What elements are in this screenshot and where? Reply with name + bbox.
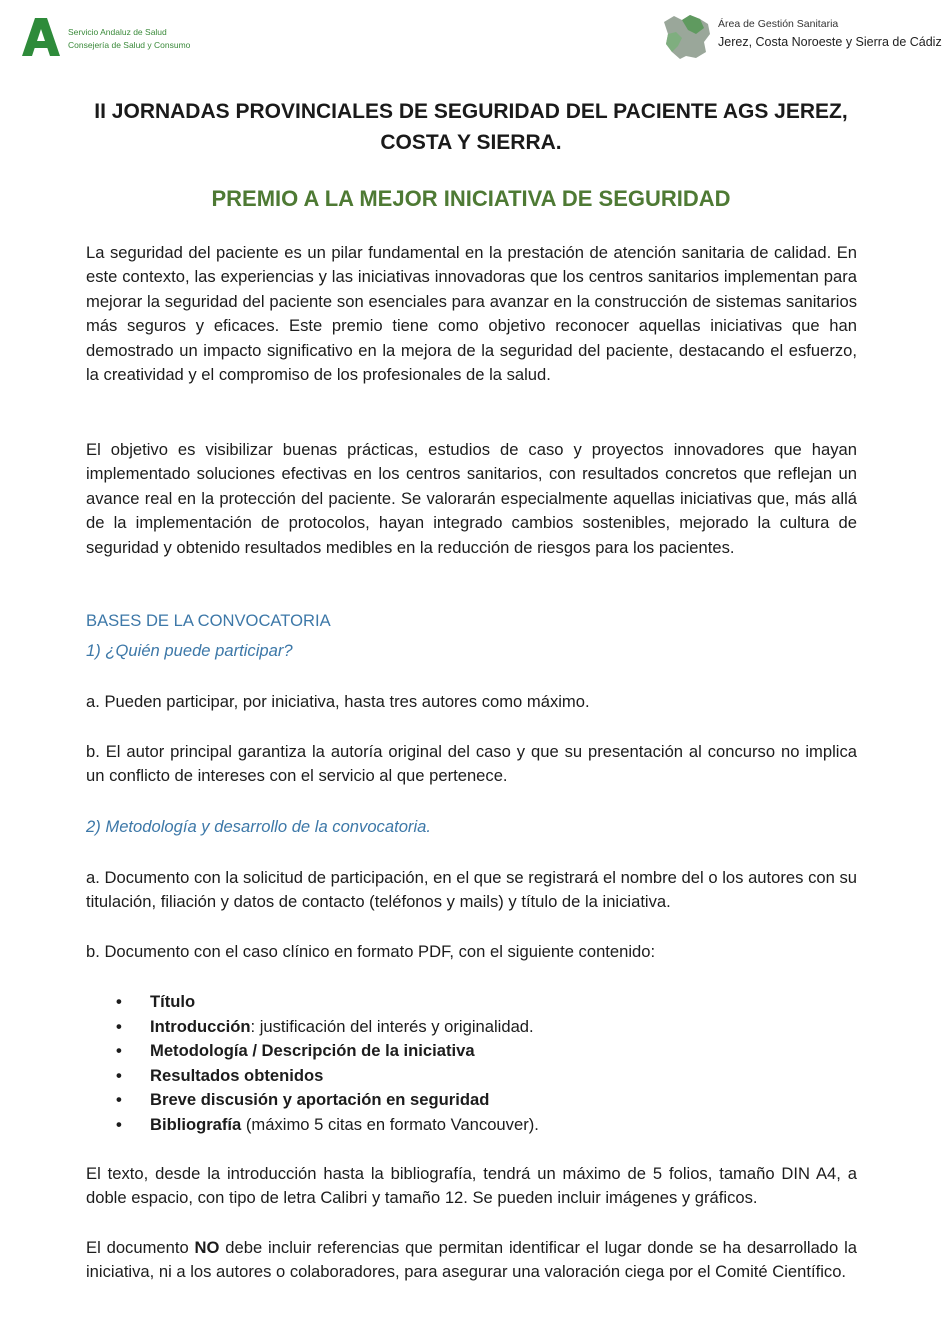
area-line: Área de Gestión Sanitaria bbox=[718, 18, 839, 30]
list-item: • Bibliografía (máximo 5 citas en formato Vancouver). bbox=[86, 1113, 857, 1138]
junta-andalucia-logo bbox=[18, 14, 198, 64]
sas-a-icon bbox=[18, 14, 64, 60]
q2-item-a: a. Documento con la solicitud de participación, en el que se registrará el nombre del o los autores con su titulación, filiación y datos de contacto (teléfonos y mails) y título de la iniciativa. bbox=[86, 868, 857, 912]
intro-paragraph: La seguridad del paciente es un pilar fundamental en la prestación de atención sanitaria de calidad. En este contexto, las experiencias y las iniciativas innovadoras que los centros sanitarios implementan para mejorar la seguridad del paciente son esenciales para avanzar en la construcción de sistemas sanitarios más seguros y eficaces. Este premio tiene como objetivo reconocer aquellas iniciativas que han demostrado un impacto significativo en la mejora de la seguridad del paciente, destacando el esfuerzo, la creatividad y el compromiso de los profesionales de la salud. bbox=[86, 243, 857, 385]
no-emphasis: NO bbox=[194, 1238, 220, 1257]
area-place: Jerez, Costa Noroeste y Sierra de Cádiz bbox=[718, 35, 942, 49]
q1-item-a: a. Pueden participar, por iniciativa, hasta tres autores como máximo. bbox=[86, 692, 590, 711]
province-map-icon bbox=[660, 12, 714, 62]
page-header bbox=[0, 0, 949, 80]
list-item: • Resultados obtenidos bbox=[86, 1064, 857, 1089]
title-line-2: COSTA Y SIERRA. bbox=[380, 131, 562, 154]
list-item: • Introducción: justificación del interés y originalidad. bbox=[86, 1015, 857, 1040]
ags-logo bbox=[660, 12, 945, 67]
format-paragraph: El texto, desde la introducción hasta la bibliografía, tendrá un máximo de 5 folios, tamaño DIN A4, a doble espacio, con tipo de letra Calibri y tamaño 12. Se pueden incluir imágenes y gráficos. bbox=[86, 1164, 857, 1208]
question-1-heading: 1) ¿Quién puede participar? bbox=[86, 641, 293, 660]
sas-name: Servicio Andaluz de Salud bbox=[68, 27, 167, 37]
list-item: • Título bbox=[86, 990, 857, 1015]
list-item: • Breve discusión y aportación en seguridad bbox=[86, 1088, 857, 1113]
document-title bbox=[86, 96, 856, 158]
anonymity-paragraph: El documento NO debe incluir referencias que permitan identificar el lugar donde se ha desarrollado la iniciativa, ni a los autores o colaboradores, para asegurar una valoración ciega por el Comité Científico. bbox=[86, 1238, 858, 1282]
objective-paragraph: El objetivo es visibilizar buenas prácticas, estudios de caso y proyectos innovadores que hayan implementado soluciones efectivas en los centros sanitarios, con resultados concretos que reflejan un avance real en la protección del paciente. Se valorarán especialmente aquellas iniciativas que, más allá de la implementación de protocolos, hayan integrado cambios sostenibles, mejorado la cultura de seguridad y obtenido resultados medibles en la reducción de riesgos para los pacientes. bbox=[86, 440, 857, 557]
q1-item-b: b. El autor principal garantiza la autoría original del caso y que su presentación al concurso no implica un conflicto de intereses con el servicio al que pertenece. bbox=[86, 742, 857, 786]
content-list bbox=[86, 990, 857, 1138]
question-2-heading: 2) Metodología y desarrollo de la convocatoria. bbox=[86, 817, 431, 836]
bases-heading: BASES DE LA CONVOCATORIA bbox=[86, 611, 331, 630]
title-line-1: II JORNADAS PROVINCIALES DE SEGURIDAD DEL PACIENTE AGS JEREZ, bbox=[94, 100, 848, 123]
list-item: • Metodología / Descripción de la iniciativa bbox=[86, 1039, 857, 1064]
award-subtitle: PREMIO A LA MEJOR INICIATIVA DE SEGURIDAD bbox=[211, 186, 731, 211]
sas-subtitle: Consejería de Salud y Consumo bbox=[68, 40, 191, 50]
q2-item-b: b. Documento con el caso clínico en formato PDF, con el siguiente contenido: bbox=[86, 942, 656, 961]
